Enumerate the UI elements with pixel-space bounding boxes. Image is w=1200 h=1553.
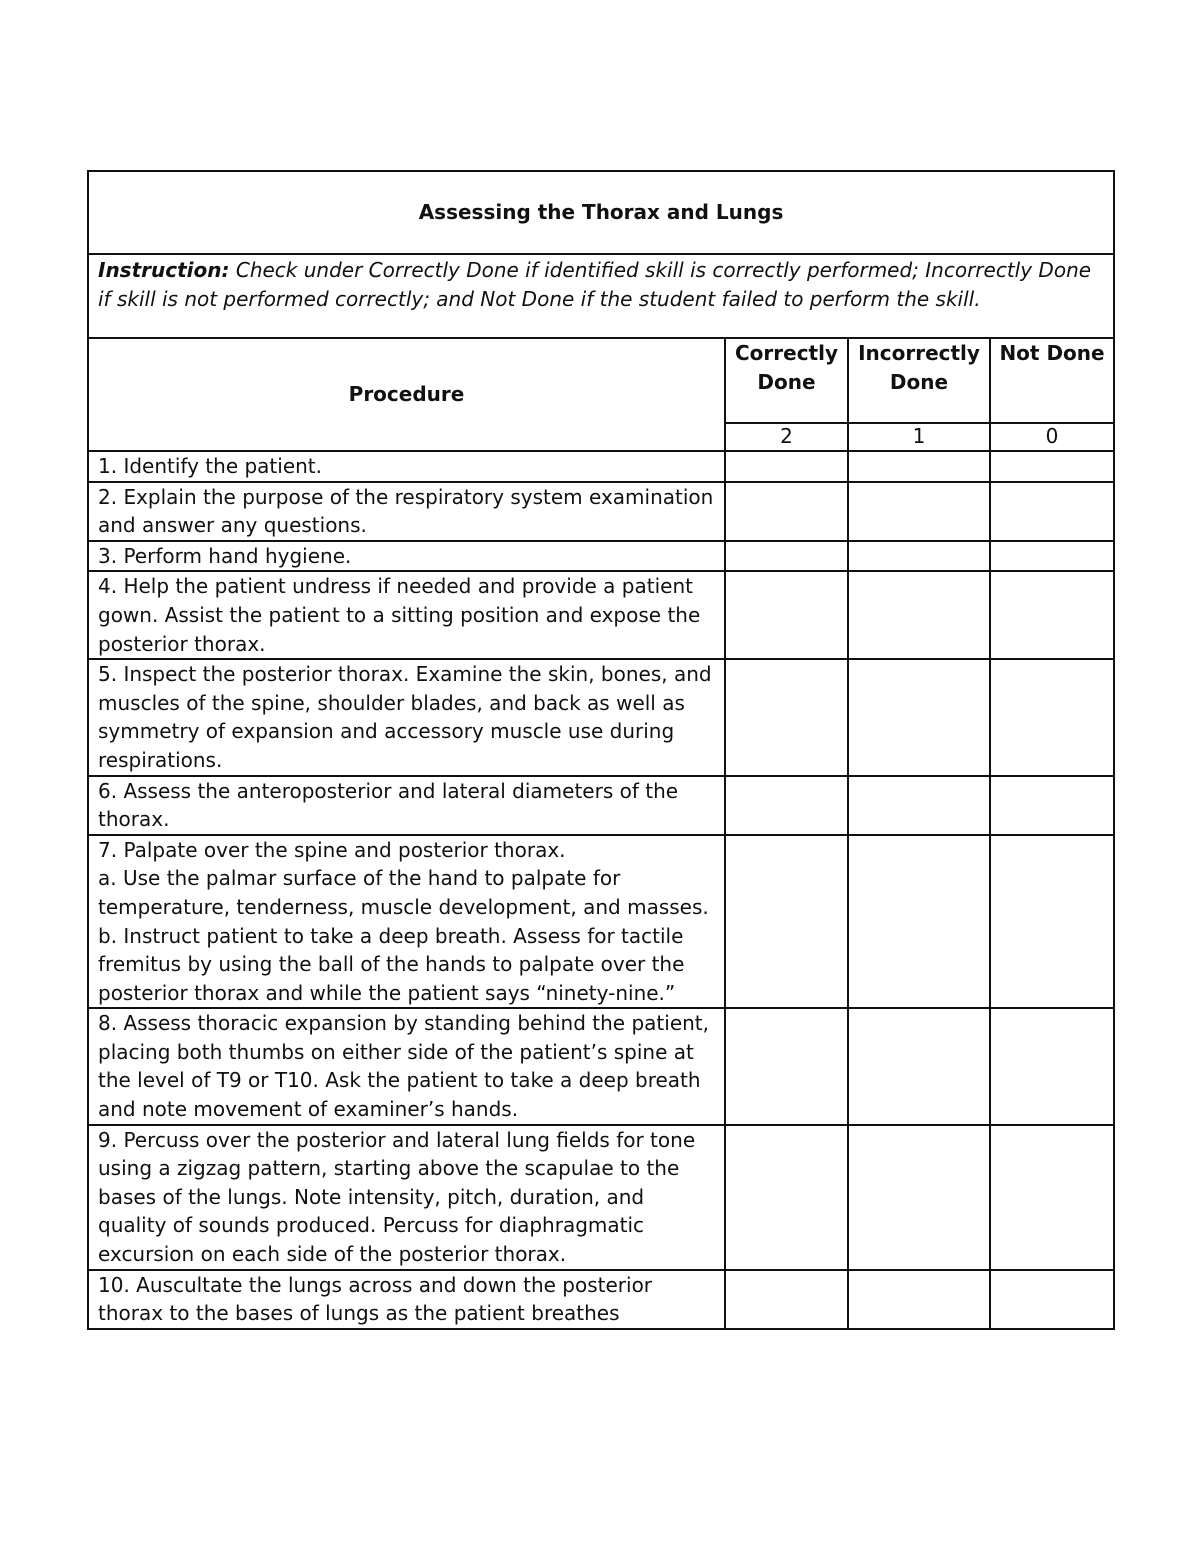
not-done-checkbox-cell[interactable] — [990, 571, 1114, 659]
correctly-done-checkbox-cell[interactable] — [725, 1270, 848, 1329]
incorrectly-done-checkbox-cell[interactable] — [848, 835, 990, 1009]
skills-checklist-table — [87, 170, 1115, 1330]
not-done-score: 0 — [990, 423, 1114, 451]
incorrectly-done-header: Incorrectly Done — [848, 338, 990, 423]
instruction-row — [88, 254, 1114, 338]
correctly-done-checkbox-cell[interactable] — [725, 482, 848, 541]
correctly-done-checkbox-cell[interactable] — [725, 835, 848, 1009]
step-9: 9. Percuss over the posterior and lateral lung fields for tone using a zigzag pattern, starting above the scapulae to the bases of the lungs. Note intensity, pitch, duration, and quality of sounds produced. Percuss for diaphragmatic excursion on each side of the posterior thorax. — [88, 1125, 725, 1270]
correctly-done-checkbox-cell[interactable] — [725, 659, 848, 775]
incorrectly-done-checkbox-cell[interactable] — [848, 659, 990, 775]
table-row — [88, 1125, 1114, 1270]
step-1: 1. Identify the patient. — [88, 451, 725, 482]
not-done-checkbox-cell[interactable] — [990, 1125, 1114, 1270]
incorrectly-done-checkbox-cell[interactable] — [848, 571, 990, 659]
instruction-body: Check under Correctly Done if identified skill is correctly performed; Incorrectly Done if skill is not performed correctly; and Not Done if the student failed to perform the skill. — [98, 258, 1092, 311]
table-row — [88, 1008, 1114, 1124]
incorrectly-done-checkbox-cell[interactable] — [848, 1270, 990, 1329]
table-row — [88, 541, 1114, 572]
incorrectly-done-score: 1 — [848, 423, 990, 451]
correctly-done-checkbox-cell[interactable] — [725, 776, 848, 835]
correctly-done-header: Correctly Done — [725, 338, 848, 423]
procedure-header: Procedure — [88, 338, 725, 451]
instruction-label: Instruction: — [98, 258, 230, 282]
incorrectly-done-checkbox-cell[interactable] — [848, 541, 990, 572]
not-done-checkbox-cell[interactable] — [990, 776, 1114, 835]
not-done-checkbox-cell[interactable] — [990, 835, 1114, 1009]
table-row — [88, 659, 1114, 775]
not-done-checkbox-cell[interactable] — [990, 541, 1114, 572]
table-row — [88, 1270, 1114, 1329]
not-done-checkbox-cell[interactable] — [990, 659, 1114, 775]
incorrectly-done-checkbox-cell[interactable] — [848, 1125, 990, 1270]
incorrectly-done-checkbox-cell[interactable] — [848, 776, 990, 835]
step-2: 2. Explain the purpose of the respiratory system examination and answer any questions. — [88, 482, 725, 541]
table-row — [88, 776, 1114, 835]
checklist-title: Assessing the Thorax and Lungs — [88, 171, 1114, 254]
step-4: 4. Help the patient undress if needed and provide a patient gown. Assist the patient to a sitting position and expose the posterior thorax. — [88, 571, 725, 659]
not-done-header: Not Done — [990, 338, 1114, 423]
table-row — [88, 451, 1114, 482]
not-done-checkbox-cell[interactable] — [990, 451, 1114, 482]
not-done-checkbox-cell[interactable] — [990, 1270, 1114, 1329]
table-row — [88, 571, 1114, 659]
table-row — [88, 835, 1114, 1009]
correctly-done-checkbox-cell[interactable] — [725, 451, 848, 482]
correctly-done-checkbox-cell[interactable] — [725, 1125, 848, 1270]
instruction-text — [88, 254, 1114, 338]
step-7: 7. Palpate over the spine and posterior thorax. a. Use the palmar surface of the hand to palpate for temperature, tenderness, muscle development, and masses. b. Instruct patient to take a deep breath. Assess for tactile fremitus by using the ball of the hands to palpate over the posterior thorax and while the patient says “ninety-nine.” — [88, 835, 725, 1009]
header-row — [88, 338, 1114, 423]
correctly-done-checkbox-cell[interactable] — [725, 571, 848, 659]
not-done-checkbox-cell[interactable] — [990, 482, 1114, 541]
step-8: 8. Assess thoracic expansion by standing behind the patient, placing both thumbs on either side of the patient’s spine at the level of T9 or T10. Ask the patient to take a deep breath and note movement of examiner’s hands. — [88, 1008, 725, 1124]
title-row — [88, 171, 1114, 254]
correctly-done-checkbox-cell[interactable] — [725, 541, 848, 572]
incorrectly-done-checkbox-cell[interactable] — [848, 451, 990, 482]
step-3: 3. Perform hand hygiene. — [88, 541, 725, 572]
not-done-checkbox-cell[interactable] — [990, 1008, 1114, 1124]
step-5: 5. Inspect the posterior thorax. Examine the skin, bones, and muscles of the spine, shoulder blades, and back as well as symmetry of expansion and accessory muscle use during respirations. — [88, 659, 725, 775]
table-row — [88, 482, 1114, 541]
incorrectly-done-checkbox-cell[interactable] — [848, 482, 990, 541]
step-6: 6. Assess the anteroposterior and lateral diameters of the thorax. — [88, 776, 725, 835]
step-10: 10. Auscultate the lungs across and down the posterior thorax to the bases of lungs as the patient breathes — [88, 1270, 725, 1329]
correctly-done-score: 2 — [725, 423, 848, 451]
incorrectly-done-checkbox-cell[interactable] — [848, 1008, 990, 1124]
correctly-done-checkbox-cell[interactable] — [725, 1008, 848, 1124]
